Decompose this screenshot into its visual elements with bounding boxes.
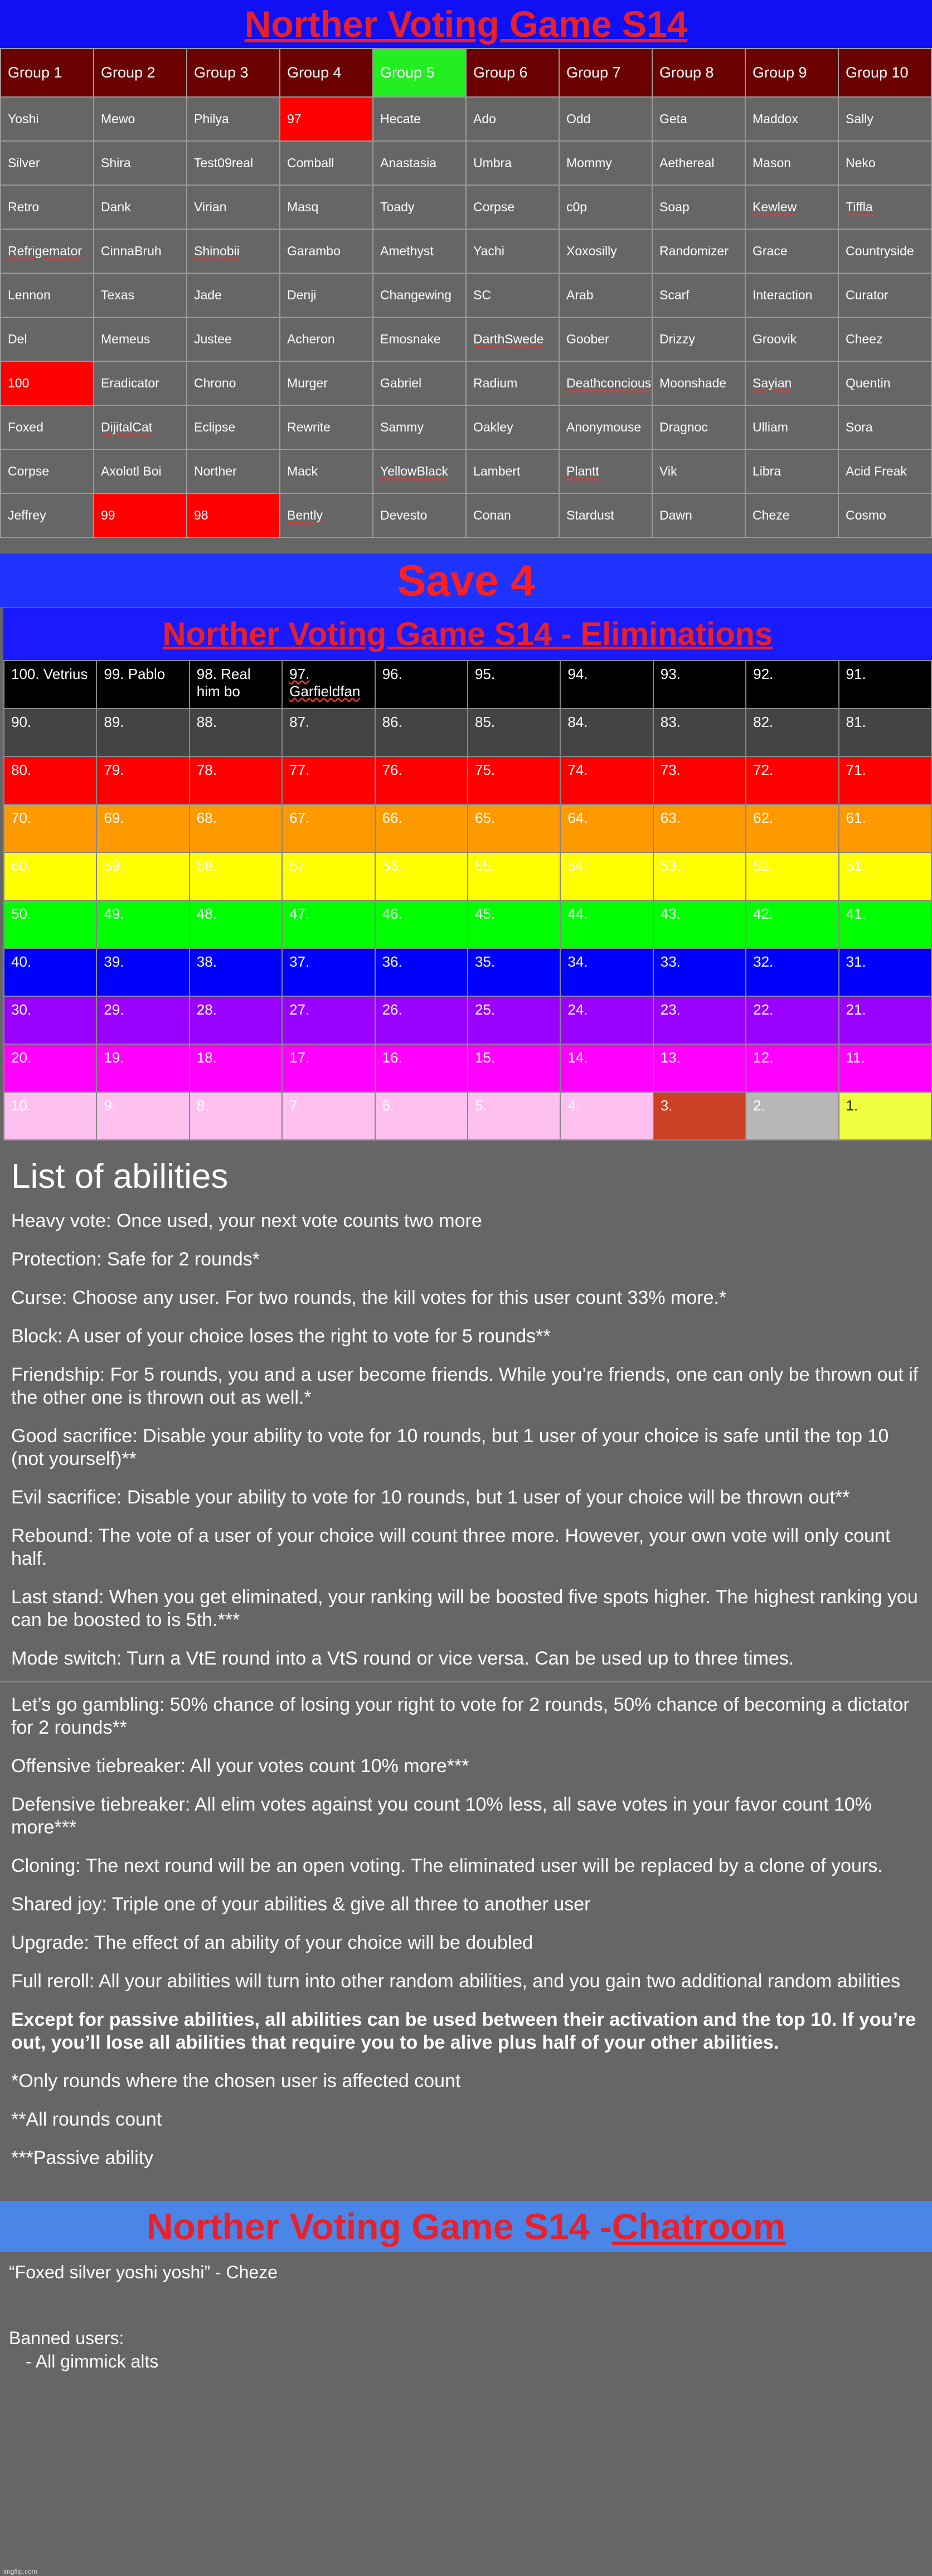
elimination-slot: 47. xyxy=(282,900,375,948)
elimination-slot: 76. xyxy=(375,756,468,804)
elimination-slot: 11. xyxy=(839,1044,931,1092)
elimination-slot: 56. xyxy=(375,852,468,900)
chatroom-body xyxy=(0,2252,932,2576)
elimination-slot: 90. xyxy=(4,709,96,756)
group-member-cell: Interaction xyxy=(745,273,838,317)
group-member-cell: DarthSwede xyxy=(466,317,559,361)
elimination-slot: 2. xyxy=(746,1092,838,1140)
elimination-slot: 89. xyxy=(96,709,189,756)
ability-item: Cloning: The next round will be an open voting. The eliminated user will be replaced by a clone of yours. xyxy=(11,1855,883,1876)
ability-item: Friendship: For 5 rounds, you and a user become friends. While you’re friends, one can only be thrown out if the other one is thrown out as well.* xyxy=(11,1364,919,1408)
chatroom-title-prefix: Norther Voting Game S14 - xyxy=(146,2206,612,2247)
elimination-slot: 70. xyxy=(4,804,96,852)
elimination-slot: 98. Real him bo xyxy=(190,661,282,709)
group-member-cell: Aethereal xyxy=(652,141,745,185)
elimination-slot: 61. xyxy=(839,804,931,852)
group-member-cell: Stardust xyxy=(559,493,652,537)
elimination-slot: 31. xyxy=(839,948,931,996)
group-member-cell: Mack xyxy=(280,449,373,493)
group-header: Group 7 xyxy=(559,48,652,97)
group-member-cell: Libra xyxy=(745,449,838,493)
ability-item: Upgrade: The effect of an ability of your choice will be doubled xyxy=(11,1932,533,1953)
elimination-slot: 30. xyxy=(4,996,96,1044)
elimination-slot: 100. Vetrius xyxy=(4,661,96,709)
group-member-cell: Silver xyxy=(1,141,94,185)
group-member-cell: Kewlew xyxy=(745,185,838,229)
elimination-slot: 13. xyxy=(653,1044,746,1092)
group-member-cell: Deathconcious xyxy=(559,361,652,405)
group-member-cell: Cosmo xyxy=(838,493,931,537)
group-member-cell: Lennon xyxy=(1,273,94,317)
group-member-cell: Grace xyxy=(745,229,838,273)
eliminations-row xyxy=(4,996,931,1044)
group-member-cell: Moonshade xyxy=(652,361,745,405)
elimination-slot: 91. xyxy=(839,661,931,709)
elimination-slot: 85. xyxy=(468,709,560,756)
group-member-cell: Garambo xyxy=(280,229,373,273)
groups-row xyxy=(1,273,931,317)
group-member-cell: Refrigemator xyxy=(1,229,94,273)
elimination-slot: 29. xyxy=(96,996,189,1044)
group-member-cell: Radium xyxy=(466,361,559,405)
group-header: Group 4 xyxy=(280,48,373,97)
group-member-cell: Corpse xyxy=(1,449,94,493)
elimination-slot: 92. xyxy=(746,661,838,709)
groups-row xyxy=(1,141,931,185)
group-member-cell: Rewrite xyxy=(280,405,373,449)
groups-row xyxy=(1,229,931,273)
elimination-slot: 35. xyxy=(468,948,560,996)
groups-row xyxy=(1,317,931,361)
elimination-slot: 8. xyxy=(190,1092,282,1140)
group-member-cell: Masq xyxy=(280,185,373,229)
elimination-slot: 36. xyxy=(375,948,468,996)
group-member-cell: Eclipse xyxy=(187,405,280,449)
elimination-slot: 78. xyxy=(190,756,282,804)
elimination-slot: 34. xyxy=(560,948,653,996)
ability-item: Last stand: When you get eliminated, your ranking will be boosted five spots higher. The highest ranking you can be boosted to is 5th.*** xyxy=(11,1587,918,1631)
ability-item: Rebound: The vote of a user of your choice will count three more. However, your own vote will only count half. xyxy=(11,1525,891,1569)
elimination-slot: 14. xyxy=(560,1044,653,1092)
elimination-slot: 48. xyxy=(190,900,282,948)
elimination-slot: 10. xyxy=(4,1092,96,1140)
elimination-slot: 67. xyxy=(282,804,375,852)
chatroom-title-link[interactable]: Chatroom xyxy=(611,2206,786,2247)
group-member-cell: 100 xyxy=(1,361,94,405)
group-member-cell: Jeffrey xyxy=(1,493,94,537)
eliminations-row xyxy=(4,948,931,996)
group-member-cell: Gabriel xyxy=(373,361,466,405)
elimination-slot: 5. xyxy=(468,1092,560,1140)
elimination-slot: 54. xyxy=(560,852,653,900)
group-member-cell: Memeus xyxy=(94,317,187,361)
group-member-cell: c0p xyxy=(559,185,652,229)
elimination-slot: 74. xyxy=(560,756,653,804)
group-member-cell: Yachi xyxy=(466,229,559,273)
group-member-cell: Yoshi xyxy=(1,97,94,141)
elimination-slot: 4. xyxy=(560,1092,653,1140)
group-member-cell: Changewing xyxy=(373,273,466,317)
elimination-slot: 24. xyxy=(560,996,653,1044)
ability-item: Mode switch: Turn a VtE round into a VtS round or vice versa. Can be used up to three times. xyxy=(11,1648,794,1669)
group-member-cell: Dawn xyxy=(652,493,745,537)
group-member-cell: 97 xyxy=(280,97,373,141)
elimination-slot: 28. xyxy=(190,996,282,1044)
group-member-cell: Sora xyxy=(838,405,931,449)
elimination-slot: 41. xyxy=(839,900,931,948)
elimination-slot: 52. xyxy=(746,852,838,900)
ability-item: Block: A user of your choice loses the right to vote for 5 rounds** xyxy=(11,1326,551,1347)
group-member-cell: Sammy xyxy=(373,405,466,449)
elimination-slot: 50. xyxy=(4,900,96,948)
elimination-slot: 45. xyxy=(468,900,560,948)
group-member-cell: Anastasia xyxy=(373,141,466,185)
elimination-slot: 22. xyxy=(746,996,838,1044)
group-member-cell: 98 xyxy=(187,493,280,537)
eliminations-row xyxy=(4,756,931,804)
group-header: Group 5 xyxy=(373,48,466,97)
elimination-slot: 57. xyxy=(282,852,375,900)
elimination-slot: 44. xyxy=(560,900,653,948)
eliminations-section xyxy=(0,607,932,1141)
group-member-cell: Conan xyxy=(466,493,559,537)
group-member-cell: Drizzy xyxy=(652,317,745,361)
elimination-slot: 21. xyxy=(839,996,931,1044)
elimination-slot: 40. xyxy=(4,948,96,996)
group-header: Group 6 xyxy=(466,48,559,97)
group-member-cell: Groovik xyxy=(745,317,838,361)
elimination-slot: 82. xyxy=(746,709,838,756)
elimination-slot: 39. xyxy=(96,948,189,996)
ability-item: Defensive tiebreaker: All elim votes against you count 10% less, all save votes in your favor count 10% more*** xyxy=(11,1794,872,1838)
group-member-cell: Cheze xyxy=(745,493,838,537)
group-member-cell: Dragnoc xyxy=(652,405,745,449)
group-member-cell: Odd xyxy=(559,97,652,141)
groups-table xyxy=(0,48,932,538)
main-title: Norther Voting Game S14 xyxy=(0,0,932,48)
elimination-slot: 99. Pablo xyxy=(96,661,189,709)
elimination-slot: 79. xyxy=(96,756,189,804)
group-member-cell: Hecate xyxy=(373,97,466,141)
ability-item: Good sacrifice: Disable your ability to vote for 10 rounds, but 1 user of your choice is safe until the top 10 (not yourself)** xyxy=(11,1425,889,1469)
elimination-slot: 33. xyxy=(653,948,746,996)
save-banner: Save 4 xyxy=(0,554,932,607)
elimination-slot: 55. xyxy=(468,852,560,900)
elimination-slot: 86. xyxy=(375,709,468,756)
elimination-slot: 37. xyxy=(282,948,375,996)
elimination-slot: 84. xyxy=(560,709,653,756)
ability-item: Curse: Choose any user. For two rounds, the kill votes for this user count 33% more.* xyxy=(11,1287,727,1308)
group-member-cell: Sally xyxy=(838,97,931,141)
elimination-slot: 73. xyxy=(653,756,746,804)
ability-item: Offensive tiebreaker: All your votes count 10% more*** xyxy=(11,1755,469,1777)
groups-table-section xyxy=(0,48,932,550)
elimination-slot: 71. xyxy=(839,756,931,804)
group-header: Group 8 xyxy=(652,48,745,97)
banned-item: - All gimmick alts xyxy=(26,2351,159,2371)
elimination-slot: 12. xyxy=(746,1044,838,1092)
abilities-title: List of abilities xyxy=(11,1157,229,1196)
group-member-cell: Shira xyxy=(94,141,187,185)
group-member-cell: Dank xyxy=(94,185,187,229)
group-member-cell: Cheez xyxy=(838,317,931,361)
elimination-slot: 19. xyxy=(96,1044,189,1092)
group-member-cell: Arab xyxy=(559,273,652,317)
elimination-slot: 69. xyxy=(96,804,189,852)
elimination-slot: 16. xyxy=(375,1044,468,1092)
group-member-cell: Acid Freak xyxy=(838,449,931,493)
group-member-cell: Philya xyxy=(187,97,280,141)
group-member-cell: Del xyxy=(1,317,94,361)
group-member-cell: Toady xyxy=(373,185,466,229)
group-member-cell: Scarf xyxy=(652,273,745,317)
groups-header-row xyxy=(1,48,931,97)
group-header: Group 1 xyxy=(1,48,94,97)
group-member-cell: Maddox xyxy=(745,97,838,141)
elimination-slot: 26. xyxy=(375,996,468,1044)
elimination-slot: 15. xyxy=(468,1044,560,1092)
eliminations-row xyxy=(4,1092,931,1140)
eliminations-row xyxy=(4,900,931,948)
group-member-cell: Neko xyxy=(838,141,931,185)
groups-row xyxy=(1,185,931,229)
group-member-cell: Vik xyxy=(652,449,745,493)
elimination-slot: 80. xyxy=(4,756,96,804)
elimination-slot: 1. xyxy=(839,1092,931,1140)
group-member-cell: Plantt xyxy=(559,449,652,493)
elimination-slot: 6. xyxy=(375,1092,468,1140)
elimination-slot: 59. xyxy=(96,852,189,900)
group-member-cell: Emosnake xyxy=(373,317,466,361)
elimination-slot: 18. xyxy=(190,1044,282,1092)
elimination-slot: 23. xyxy=(653,996,746,1044)
group-member-cell: Mewo xyxy=(94,97,187,141)
credit-watermark: imgflip.com xyxy=(3,2568,37,2575)
group-member-cell: CinnaBruh xyxy=(94,229,187,273)
elimination-slot: 65. xyxy=(468,804,560,852)
group-member-cell: Axolotl Boi xyxy=(94,449,187,493)
group-member-cell: Xoxosilly xyxy=(559,229,652,273)
group-member-cell: Justee xyxy=(187,317,280,361)
group-member-cell: Soap xyxy=(652,185,745,229)
abilities-divider xyxy=(0,1681,932,1682)
elimination-slot: 17. xyxy=(282,1044,375,1092)
group-member-cell: Randomizer xyxy=(652,229,745,273)
group-member-cell: Mason xyxy=(745,141,838,185)
group-member-cell: Comball xyxy=(280,141,373,185)
elimination-slot: 58. xyxy=(190,852,282,900)
group-member-cell: SC xyxy=(466,273,559,317)
group-header: Group 3 xyxy=(187,48,280,97)
elimination-slot: 49. xyxy=(96,900,189,948)
groups-row xyxy=(1,405,931,449)
group-member-cell: Texas xyxy=(94,273,187,317)
elimination-slot: 46. xyxy=(375,900,468,948)
ability-note: ***Passive ability xyxy=(11,2147,154,2169)
elimination-slot: 63. xyxy=(653,804,746,852)
group-member-cell: Tiffla xyxy=(838,185,931,229)
eliminations-row xyxy=(4,661,931,709)
group-member-cell: Acheron xyxy=(280,317,373,361)
group-member-cell: Umbra xyxy=(466,141,559,185)
elimination-slot: 68. xyxy=(190,804,282,852)
elimination-slot: 32. xyxy=(746,948,838,996)
elimination-slot: 94. xyxy=(560,661,653,709)
group-member-cell: DijitalCat xyxy=(94,405,187,449)
group-member-cell: Chrono xyxy=(187,361,280,405)
group-header: Group 9 xyxy=(745,48,838,97)
elimination-slot: 9. xyxy=(96,1092,189,1140)
elimination-slot: 20. xyxy=(4,1044,96,1092)
elimination-slot: 83. xyxy=(653,709,746,756)
ability-note: **All rounds count xyxy=(11,2109,162,2130)
abilities-list xyxy=(11,1210,921,2170)
chat-quote: “Foxed silver yoshi yoshi” - Cheze xyxy=(9,2262,278,2282)
groups-row xyxy=(1,97,931,141)
elimination-slot: 88. xyxy=(190,709,282,756)
group-member-cell: Quentin xyxy=(838,361,931,405)
eliminations-table xyxy=(3,660,932,1141)
group-member-cell: Countryside xyxy=(838,229,931,273)
eliminations-row xyxy=(4,709,931,756)
banned-label: Banned users: xyxy=(9,2328,124,2348)
ability-item: Heavy vote: Once used, your next vote counts two more xyxy=(11,1210,482,1231)
group-member-cell: Devesto xyxy=(373,493,466,537)
eliminations-title: Norther Voting Game S14 - Eliminations xyxy=(3,608,932,660)
ability-item: Protection: Safe for 2 rounds* xyxy=(11,1249,260,1270)
group-member-cell: Sayian xyxy=(745,361,838,405)
elimination-slot: 87. xyxy=(282,709,375,756)
group-member-cell: Foxed xyxy=(1,405,94,449)
elimination-slot: 77. xyxy=(282,756,375,804)
group-header: Group 10 xyxy=(838,48,931,97)
group-member-cell: Ado xyxy=(466,97,559,141)
eliminations-row xyxy=(4,804,931,852)
eliminations-row xyxy=(4,852,931,900)
elimination-slot: 62. xyxy=(746,804,838,852)
groups-row xyxy=(1,361,931,405)
elimination-slot: 81. xyxy=(839,709,931,756)
ability-item: Full reroll: All your abilities will turn into other random abilities, and you gain two additional random abilities xyxy=(11,1971,901,1992)
groups-row xyxy=(1,493,931,537)
elimination-slot: 75. xyxy=(468,756,560,804)
elimination-slot: 27. xyxy=(282,996,375,1044)
elimination-slot: 25. xyxy=(468,996,560,1044)
group-member-cell: Oakley xyxy=(466,405,559,449)
chatroom-title xyxy=(0,2201,932,2252)
group-member-cell: Anonymouse xyxy=(559,405,652,449)
elimination-slot: 53. xyxy=(653,852,746,900)
elimination-slot: 51. xyxy=(839,852,931,900)
group-member-cell: Mommy xyxy=(559,141,652,185)
group-member-cell: Eradicator xyxy=(94,361,187,405)
group-member-cell: Goober xyxy=(559,317,652,361)
group-header: Group 2 xyxy=(94,48,187,97)
groups-row xyxy=(1,449,931,493)
elimination-slot: 7. xyxy=(282,1092,375,1140)
elimination-slot: 43. xyxy=(653,900,746,948)
elimination-slot: 3. xyxy=(653,1092,746,1140)
elimination-slot: 96. xyxy=(375,661,468,709)
group-member-cell: Corpse xyxy=(466,185,559,229)
group-member-cell: Lambert xyxy=(466,449,559,493)
elimination-slot: 95. xyxy=(468,661,560,709)
ability-item: Evil sacrifice: Disable your ability to vote for 10 rounds, but 1 user of your choice will be thrown out** xyxy=(11,1487,850,1508)
elimination-slot: 66. xyxy=(375,804,468,852)
elimination-slot: 97. Garfieldfan xyxy=(282,661,375,709)
group-member-cell: Bently xyxy=(280,493,373,537)
group-member-cell: Retro xyxy=(1,185,94,229)
group-member-cell: Test09real xyxy=(187,141,280,185)
abilities-section xyxy=(0,1141,932,2200)
eliminations-row xyxy=(4,1044,931,1092)
group-member-cell: Virian xyxy=(187,185,280,229)
group-member-cell: Shinobii xyxy=(187,229,280,273)
elimination-slot: 38. xyxy=(190,948,282,996)
ability-item: Let’s go gambling: 50% chance of losing your right to vote for 2 rounds, 50% chance of becoming a dictator for 2 rounds** xyxy=(11,1694,910,1738)
elimination-slot: 93. xyxy=(653,661,746,709)
ability-item: Shared joy: Triple one of your abilities & give all three to another user xyxy=(11,1894,591,1915)
elimination-slot: 64. xyxy=(560,804,653,852)
elimination-slot: 72. xyxy=(746,756,838,804)
group-member-cell: Amethyst xyxy=(373,229,466,273)
elimination-slot: 60. xyxy=(4,852,96,900)
group-member-cell: Denji xyxy=(280,273,373,317)
elimination-slot: 42. xyxy=(746,900,838,948)
group-member-cell: Curator xyxy=(838,273,931,317)
group-member-cell: Ulliam xyxy=(745,405,838,449)
ability-note: Except for passive abilities, all abilities can be used between their activation and the top 10. If you’re out, you’ll lose all abilities that require you to be alive plus half of your other abilities. xyxy=(11,2009,916,2053)
group-member-cell: YellowBlack xyxy=(373,449,466,493)
group-member-cell: Geta xyxy=(652,97,745,141)
group-member-cell: Jade xyxy=(187,273,280,317)
group-member-cell: Murger xyxy=(280,361,373,405)
group-member-cell: Norther xyxy=(187,449,280,493)
group-member-cell: 99 xyxy=(94,493,187,537)
ability-note: *Only rounds where the chosen user is affected count xyxy=(11,2070,461,2092)
